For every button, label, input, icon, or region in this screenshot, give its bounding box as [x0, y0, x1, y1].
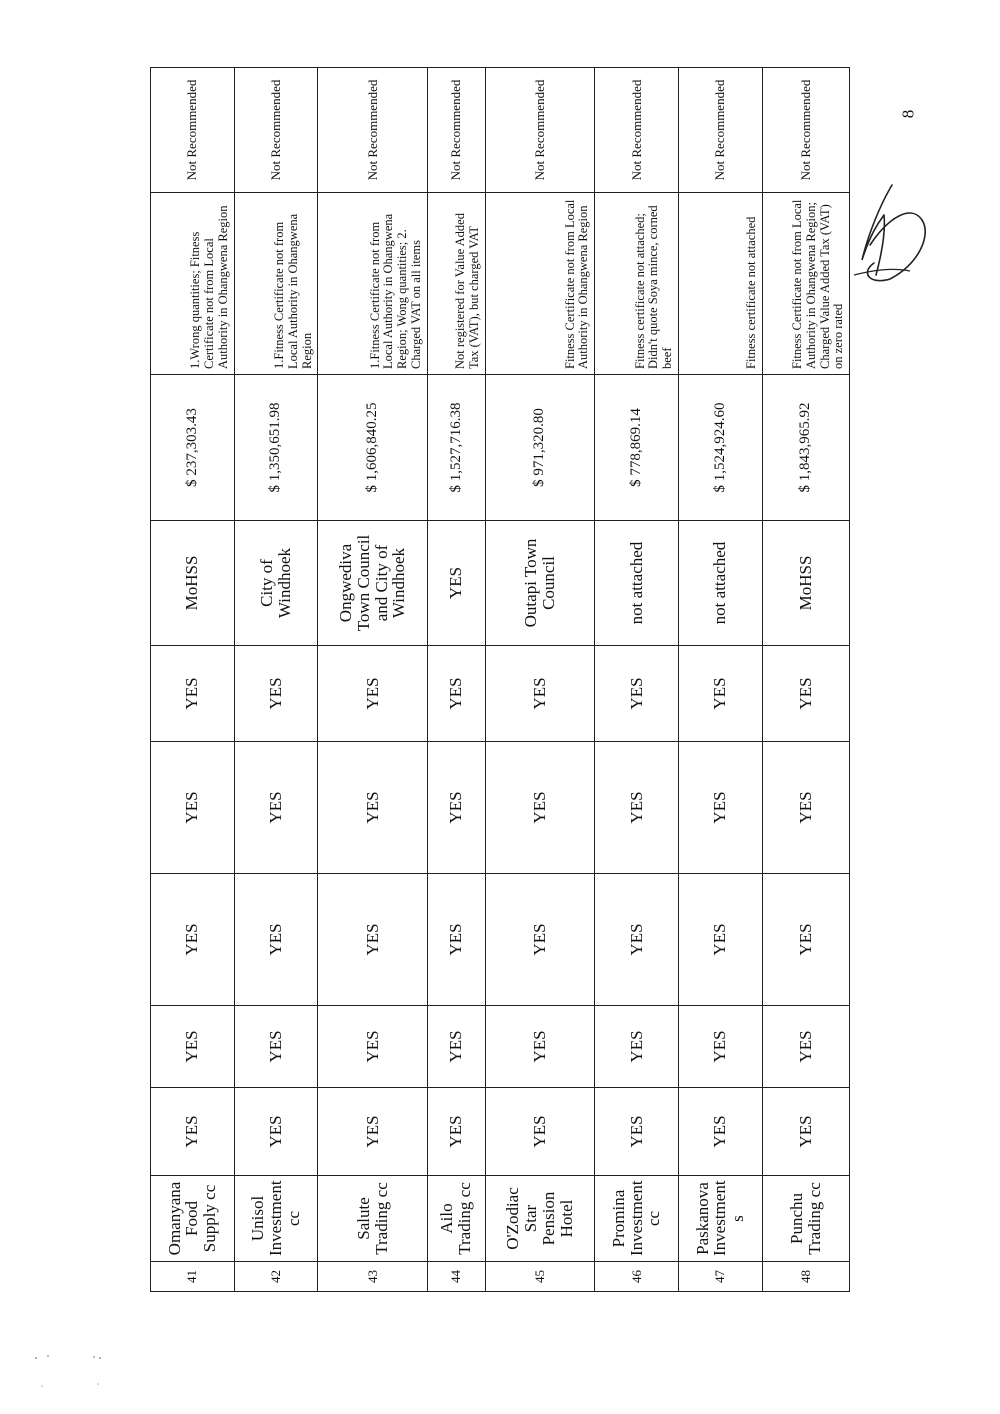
criterion-5-cell: YES	[234, 646, 318, 742]
criterion-3-cell: YES	[485, 874, 594, 1006]
evaluation-reason-cell: Fitness Certificate not from Local Authority in Ohangwena Region	[485, 193, 594, 375]
recommendation-cell: Not Recommended	[485, 68, 594, 193]
row-number-cell: 45	[485, 1262, 594, 1292]
criterion-4-cell: YES	[485, 742, 594, 874]
row-number-cell: 48	[762, 1262, 849, 1292]
bid-amount-cell: $ 1,527,716.38	[427, 375, 485, 521]
recommendation-cell: Not Recommended	[678, 68, 762, 193]
criterion-3-cell: YES	[595, 874, 679, 1006]
criterion-5-cell: YES	[318, 646, 427, 742]
evaluation-reason-cell: Fitness certificate not attached; Didn't quote Soya mince, corned beef	[595, 193, 679, 375]
fitness-authority-cell: City of Windhoek	[234, 521, 318, 646]
criterion-2-cell: YES	[427, 1006, 485, 1088]
table-row	[595, 68, 679, 1292]
evaluation-reason-cell: 1.Wrong quantities; Fitness Certificate not from Local Authority in Ohangwena Region	[151, 193, 235, 375]
table-row	[678, 68, 762, 1292]
criterion-1-cell: YES	[151, 1088, 235, 1176]
criterion-3-cell: YES	[427, 874, 485, 1006]
criterion-5-cell: YES	[485, 646, 594, 742]
criterion-4-cell: YES	[678, 742, 762, 874]
criterion-3-cell: YES	[762, 874, 849, 1006]
bidder-name-cell: O'Zodiac Star Pension Hotel	[485, 1176, 594, 1262]
table-row	[318, 68, 427, 1292]
bidder-name-cell: Punchu Trading cc	[762, 1176, 849, 1262]
table-row	[762, 68, 849, 1292]
evaluation-table-rotated	[150, 68, 850, 1292]
bidder-name-cell: Ailo Trading cc	[427, 1176, 485, 1262]
bid-amount-cell: $ 237,303.43	[151, 375, 235, 521]
criterion-2-cell: YES	[234, 1006, 318, 1088]
bid-amount-cell: $ 1,606,840.25	[318, 375, 427, 521]
row-number-cell: 47	[678, 1262, 762, 1292]
bid-amount-cell: $ 971,320.80	[485, 375, 594, 521]
criterion-1-cell: YES	[678, 1088, 762, 1176]
criterion-5-cell: YES	[678, 646, 762, 742]
criterion-5-cell: YES	[427, 646, 485, 742]
criterion-3-cell: YES	[234, 874, 318, 1006]
bid-amount-cell: $ 1,843,965.92	[762, 375, 849, 521]
evaluation-reason-cell: 1.Fitness Certificate not from Local Authority in Ohangwena Region; Wong quantities; 2. Charged VAT on all items	[318, 193, 427, 375]
fitness-authority-cell: Ongwediva Town Council and City of Windhoek	[318, 521, 427, 646]
criterion-1-cell: YES	[485, 1088, 594, 1176]
criterion-4-cell: YES	[151, 742, 235, 874]
table-row	[485, 68, 594, 1292]
criterion-1-cell: YES	[762, 1088, 849, 1176]
criterion-1-cell: YES	[595, 1088, 679, 1176]
bidder-name-cell: Omanyana Food Supply cc	[151, 1176, 235, 1262]
page-number: 8	[898, 109, 918, 119]
recommendation-cell: Not Recommended	[151, 68, 235, 193]
row-number-cell: 43	[318, 1262, 427, 1292]
evaluation-reason-cell: Fitness Certificate not from Local Authority in Ohangwena Region; Charged Value Added Tax (VAT) on zero rated	[762, 193, 849, 375]
criterion-1-cell: YES	[318, 1088, 427, 1176]
criterion-4-cell: YES	[318, 742, 427, 874]
criterion-4-cell: YES	[427, 742, 485, 874]
criterion-3-cell: YES	[678, 874, 762, 1006]
criterion-1-cell: YES	[427, 1088, 485, 1176]
criterion-3-cell: YES	[318, 874, 427, 1006]
table-row	[234, 68, 318, 1292]
criterion-5-cell: YES	[151, 646, 235, 742]
fitness-authority-cell: MoHSS	[762, 521, 849, 646]
recommendation-cell: Not Recommended	[762, 68, 849, 193]
fitness-authority-cell: MoHSS	[151, 521, 235, 646]
fitness-authority-cell: Outapi Town Council	[485, 521, 594, 646]
recommendation-cell: Not Recommended	[595, 68, 679, 193]
bid-amount-cell: $ 1,524,924.60	[678, 375, 762, 521]
criterion-2-cell: YES	[318, 1006, 427, 1088]
evaluation-reason-cell: Not registered for Value Added Tax (VAT), but charged VAT	[427, 193, 485, 375]
fitness-authority-cell: not attached	[678, 521, 762, 646]
bid-amount-cell: $ 1,350,651.98	[234, 375, 318, 521]
signature-mark	[840, 175, 940, 290]
evaluation-reason-cell: 1.Fitness Certificate not from Local Authority in Ohangwena Region	[234, 193, 318, 375]
criterion-2-cell: YES	[151, 1006, 235, 1088]
fitness-authority-cell: YES	[427, 521, 485, 646]
evaluation-table	[150, 67, 850, 1292]
criterion-2-cell: YES	[678, 1006, 762, 1088]
criterion-4-cell: YES	[234, 742, 318, 874]
criterion-4-cell: YES	[595, 742, 679, 874]
bid-amount-cell: $ 778,869.14	[595, 375, 679, 521]
recommendation-cell: Not Recommended	[427, 68, 485, 193]
recommendation-cell: Not Recommended	[318, 68, 427, 193]
criterion-3-cell: YES	[151, 874, 235, 1006]
bidder-name-cell: Promina Investment cc	[595, 1176, 679, 1262]
row-number-cell: 46	[595, 1262, 679, 1292]
bidder-name-cell: Unisol Investment cc	[234, 1176, 318, 1262]
recommendation-cell: Not Recommended	[234, 68, 318, 193]
evaluation-reason-cell: Fitness certificate not attached	[678, 193, 762, 375]
row-number-cell: 42	[234, 1262, 318, 1292]
bidder-name-cell: Paskanova Investment s	[678, 1176, 762, 1262]
table-body	[151, 68, 850, 1292]
criterion-5-cell: YES	[595, 646, 679, 742]
bidder-name-cell: Salute Trading cc	[318, 1176, 427, 1262]
fitness-authority-cell: not attached	[595, 521, 679, 646]
criterion-2-cell: YES	[485, 1006, 594, 1088]
table-row	[151, 68, 235, 1292]
row-number-cell: 44	[427, 1262, 485, 1292]
criterion-2-cell: YES	[595, 1006, 679, 1088]
row-number-cell: 41	[151, 1262, 235, 1292]
criterion-1-cell: YES	[234, 1088, 318, 1176]
scan-specks	[28, 1352, 108, 1392]
criterion-5-cell: YES	[762, 646, 849, 742]
table-row	[427, 68, 485, 1292]
criterion-2-cell: YES	[762, 1006, 849, 1088]
criterion-4-cell: YES	[762, 742, 849, 874]
